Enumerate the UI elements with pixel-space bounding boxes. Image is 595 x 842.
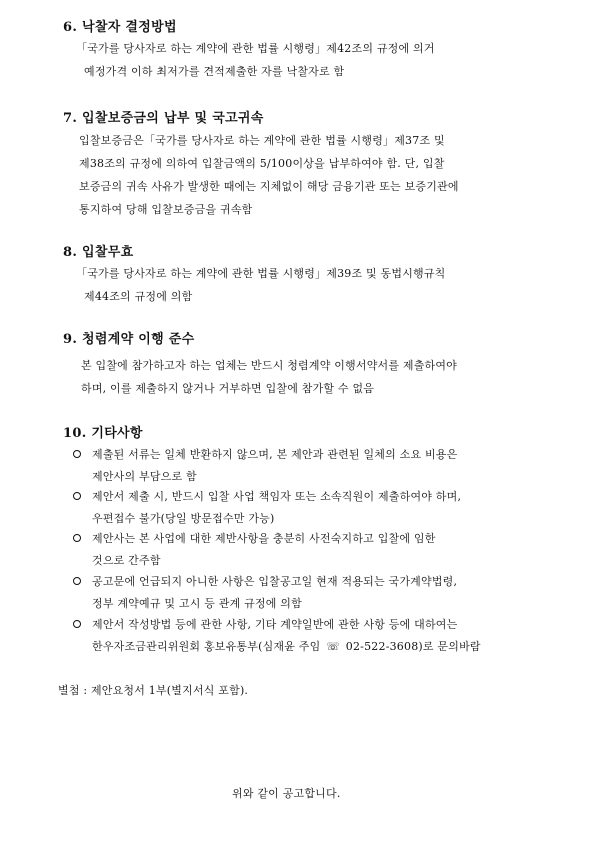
- closing-statement: 위와 같이 공고합니다.: [232, 787, 341, 800]
- bullet-circle-icon: [73, 534, 81, 542]
- bullet-circle-icon: [73, 450, 81, 458]
- contact-department: 한우자조금관리위원회 홍보유통부(심재윤 주임: [92, 640, 321, 653]
- section-10-item-2-line-2: 우편접수 불가(당일 방문접수만 가능): [92, 512, 275, 525]
- section-10-item-5-line-2: [92, 638, 481, 654]
- section-10-item-3-line-1: 제안사는 본 사업에 대한 제반사항을 충분히 사전숙지하고 입찰에 임한: [92, 532, 436, 545]
- section-7-line-4: 통지하여 당해 입찰보증금을 귀속함: [79, 203, 253, 216]
- section-9-heading: 9. 청렴계약 이행 준수: [63, 332, 195, 347]
- section-6-heading: 6. 낙찰자 결정방법: [63, 20, 177, 35]
- section-8-line-2: 제44조의 규정에 의함: [84, 290, 193, 303]
- attachment-note: 별첨 : 제안요청서 1부(별지서식 포함).: [58, 684, 249, 697]
- section-10-item-1-line-1: 제출된 서류는 일체 반환하지 않으며, 본 제안과 관련된 일체의 소요 비용은: [92, 448, 458, 461]
- section-7-line-2: 제38조의 규정에 의하여 입찰금액의 5/100이상을 납부하여야 함. 단, 입찰: [79, 157, 445, 170]
- section-8-line-1: 「국가를 당사자로 하는 계약에 관한 법률 시행령」제39조 및 동법시행규칙: [76, 267, 446, 280]
- bullet-circle-icon: [73, 620, 81, 628]
- section-7-heading: 7. 입찰보증금의 납부 및 국고귀속: [63, 111, 264, 126]
- telephone-icon: ☏: [326, 640, 341, 653]
- section-10-item-5-line-1: 제안서 작성방법 등에 관한 사항, 기타 계약일반에 관한 사항 등에 대하여는: [92, 618, 458, 631]
- section-10-item-3-line-2: 것으로 간주함: [92, 554, 161, 567]
- bullet-circle-icon: [73, 577, 81, 585]
- section-9-line-2: 하며, 이를 제출하지 않거나 거부하면 입찰에 참가할 수 없음: [81, 382, 375, 395]
- section-10-item-4-line-1: 공고문에 언급되지 아니한 사항은 입찰공고일 현재 적용되는 국가계약법령,: [92, 575, 458, 588]
- section-10-item-4-line-2: 정부 계약예규 및 고시 등 관계 규정에 의함: [92, 597, 302, 610]
- section-10-heading: 10. 기타사항: [63, 426, 143, 441]
- section-7-line-3: 보증금의 귀속 사유가 발생한 때에는 지체없이 해당 금융기관 또는 보증기관에: [79, 180, 459, 193]
- bullet-circle-icon: [73, 492, 81, 500]
- section-6-line-2: 예정가격 이하 최저가를 견적제출한 자를 낙찰자로 함: [84, 65, 345, 78]
- section-10-item-1-line-2: 제안사의 부담으로 함: [92, 470, 197, 483]
- section-7-line-1: 입찰보증금은「국가를 당사자로 하는 계약에 관한 법률 시행령」제37조 및: [79, 134, 445, 147]
- section-9-line-1: 본 입찰에 참가하고자 하는 업체는 반드시 청렴계약 이행서약서를 제출하여야: [81, 359, 458, 372]
- contact-phone: 02-522-3608)로 문의바람: [345, 640, 481, 653]
- section-6-line-1: 「국가를 당사자로 하는 계약에 관한 법률 시행령」제42조의 규정에 의거: [76, 42, 435, 55]
- section-10-item-2-line-1: 제안서 제출 시, 반드시 입찰 사업 책임자 또는 소속직원이 제출하여야 하며,: [92, 490, 462, 503]
- section-8-heading: 8. 입찰무효: [63, 245, 134, 260]
